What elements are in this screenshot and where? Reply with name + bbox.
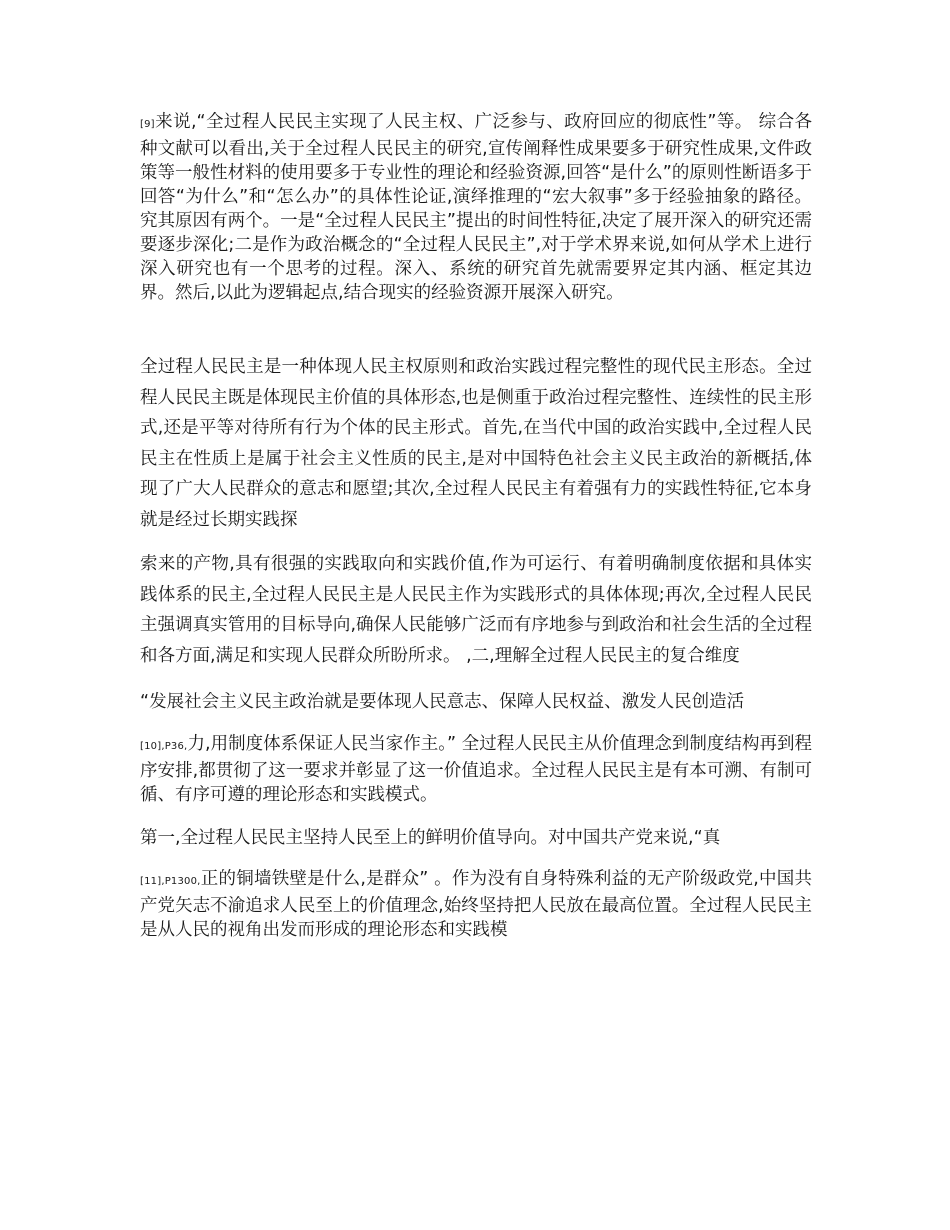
paragraph-text: 来说,“全过程人民民主实现了人民主权、广泛参与、政府回应的彻底性”等。 综合各种文献可以看出,关于全过程人民民主的研究,宣传阐释性成果要多于研究性成果,文件政策等一般性材料的使用要多于专业性的理论和经验资源,回答“是什么”的原则性断语多于回答“为什么”和“怎么办”的具体性论证,演绎推理的“宏大叙事”多于经验抽象的路径。究其原因有两个。一是“全过程人民民主”提出的时间性特征,决定了展开深入的研究还需要逐步深化;二是作为政治概念的“全过程人民民主”,对于学术界来说,如何从学术上进行深入研究也有一个思考的过程。深入、系统的研究首先就需要界定其内涵、框定其边界。然后,以此为逻辑起点,结合现实的经验资源开展深入研究。 — [140, 112, 812, 303]
paragraph-text: 正的铜墙铁壁是什么,是群众” 。作为没有自身特殊利益的无产阶级政党,中国共产党矢志不渝追求人民至上的价值理念,始终坚持把人民放在最高位置。全过程人民民主是从人民的视角出发而形成的理论形态和实践模 — [140, 869, 812, 940]
paragraph-text: “发展社会主义民主政治就是要体现人民意志、保障人民权益、激发人民创造活 — [140, 692, 745, 712]
paragraph-text: 力,用制度体系保证人民当家作主。” 全过程人民民主从价值理念到制度结构再到程序安排,都贯彻了这一要求并彰显了这一价值追求。全过程人民民主是有本可溯、有制可循、有序可遵的理论形态和实践模式。 — [140, 733, 812, 805]
document-page — [140, 110, 812, 942]
paragraph-text: 索来的产物,具有很强的实践取向和实践价值,作为可运行、有着明确制度依据和具体实践体系的民主,全过程人民民主是人民民主作为实践形式的具体体现;再次,全过程人民民主强调真实管用的目标导向,确保人民能够广泛而有序地参与到政治和社会生活的全过程和各方面,满足和实现人民群众所盼所求。 ,二,理解全过程人民民主的复合维度 — [140, 554, 812, 666]
paragraph-quote-start — [140, 687, 812, 718]
paragraph-first-point — [140, 823, 812, 854]
citation-ref: [9] — [140, 119, 155, 130]
paragraph-text: 第一,全过程人民民主坚持人民至上的鲜明价值导向。对中国共产党来说,“真 — [140, 827, 721, 848]
paragraph-definition — [140, 352, 812, 535]
paragraph-quote-continued — [140, 732, 812, 807]
citation-ref: [11],P1300, — [140, 876, 201, 887]
paragraph-first-point-continued — [140, 867, 812, 942]
paragraph-text: 全过程人民民主是一种体现人民主权原则和政治实践过程完整性的现代民主形态。全过程人民民主既是体现民主价值的具体形态,也是侧重于政治过程完整性、连续性的民主形式,还是平等对待所有行为个体的民主形式。首先,在当代中国的政治实践中,全过程人民民主在性质上是属于社会主义性质的民主,是对中国特色社会主义民主政治的新概括,体现了广大人民群众的意志和愿望;其次,全过程人民民主有着强有力的实践性特征,它本身就是经过长期实践探 — [140, 357, 812, 530]
citation-ref: [10],P36, — [140, 740, 188, 752]
paragraph-research-review — [140, 110, 812, 305]
paragraph-practice — [140, 549, 812, 671]
